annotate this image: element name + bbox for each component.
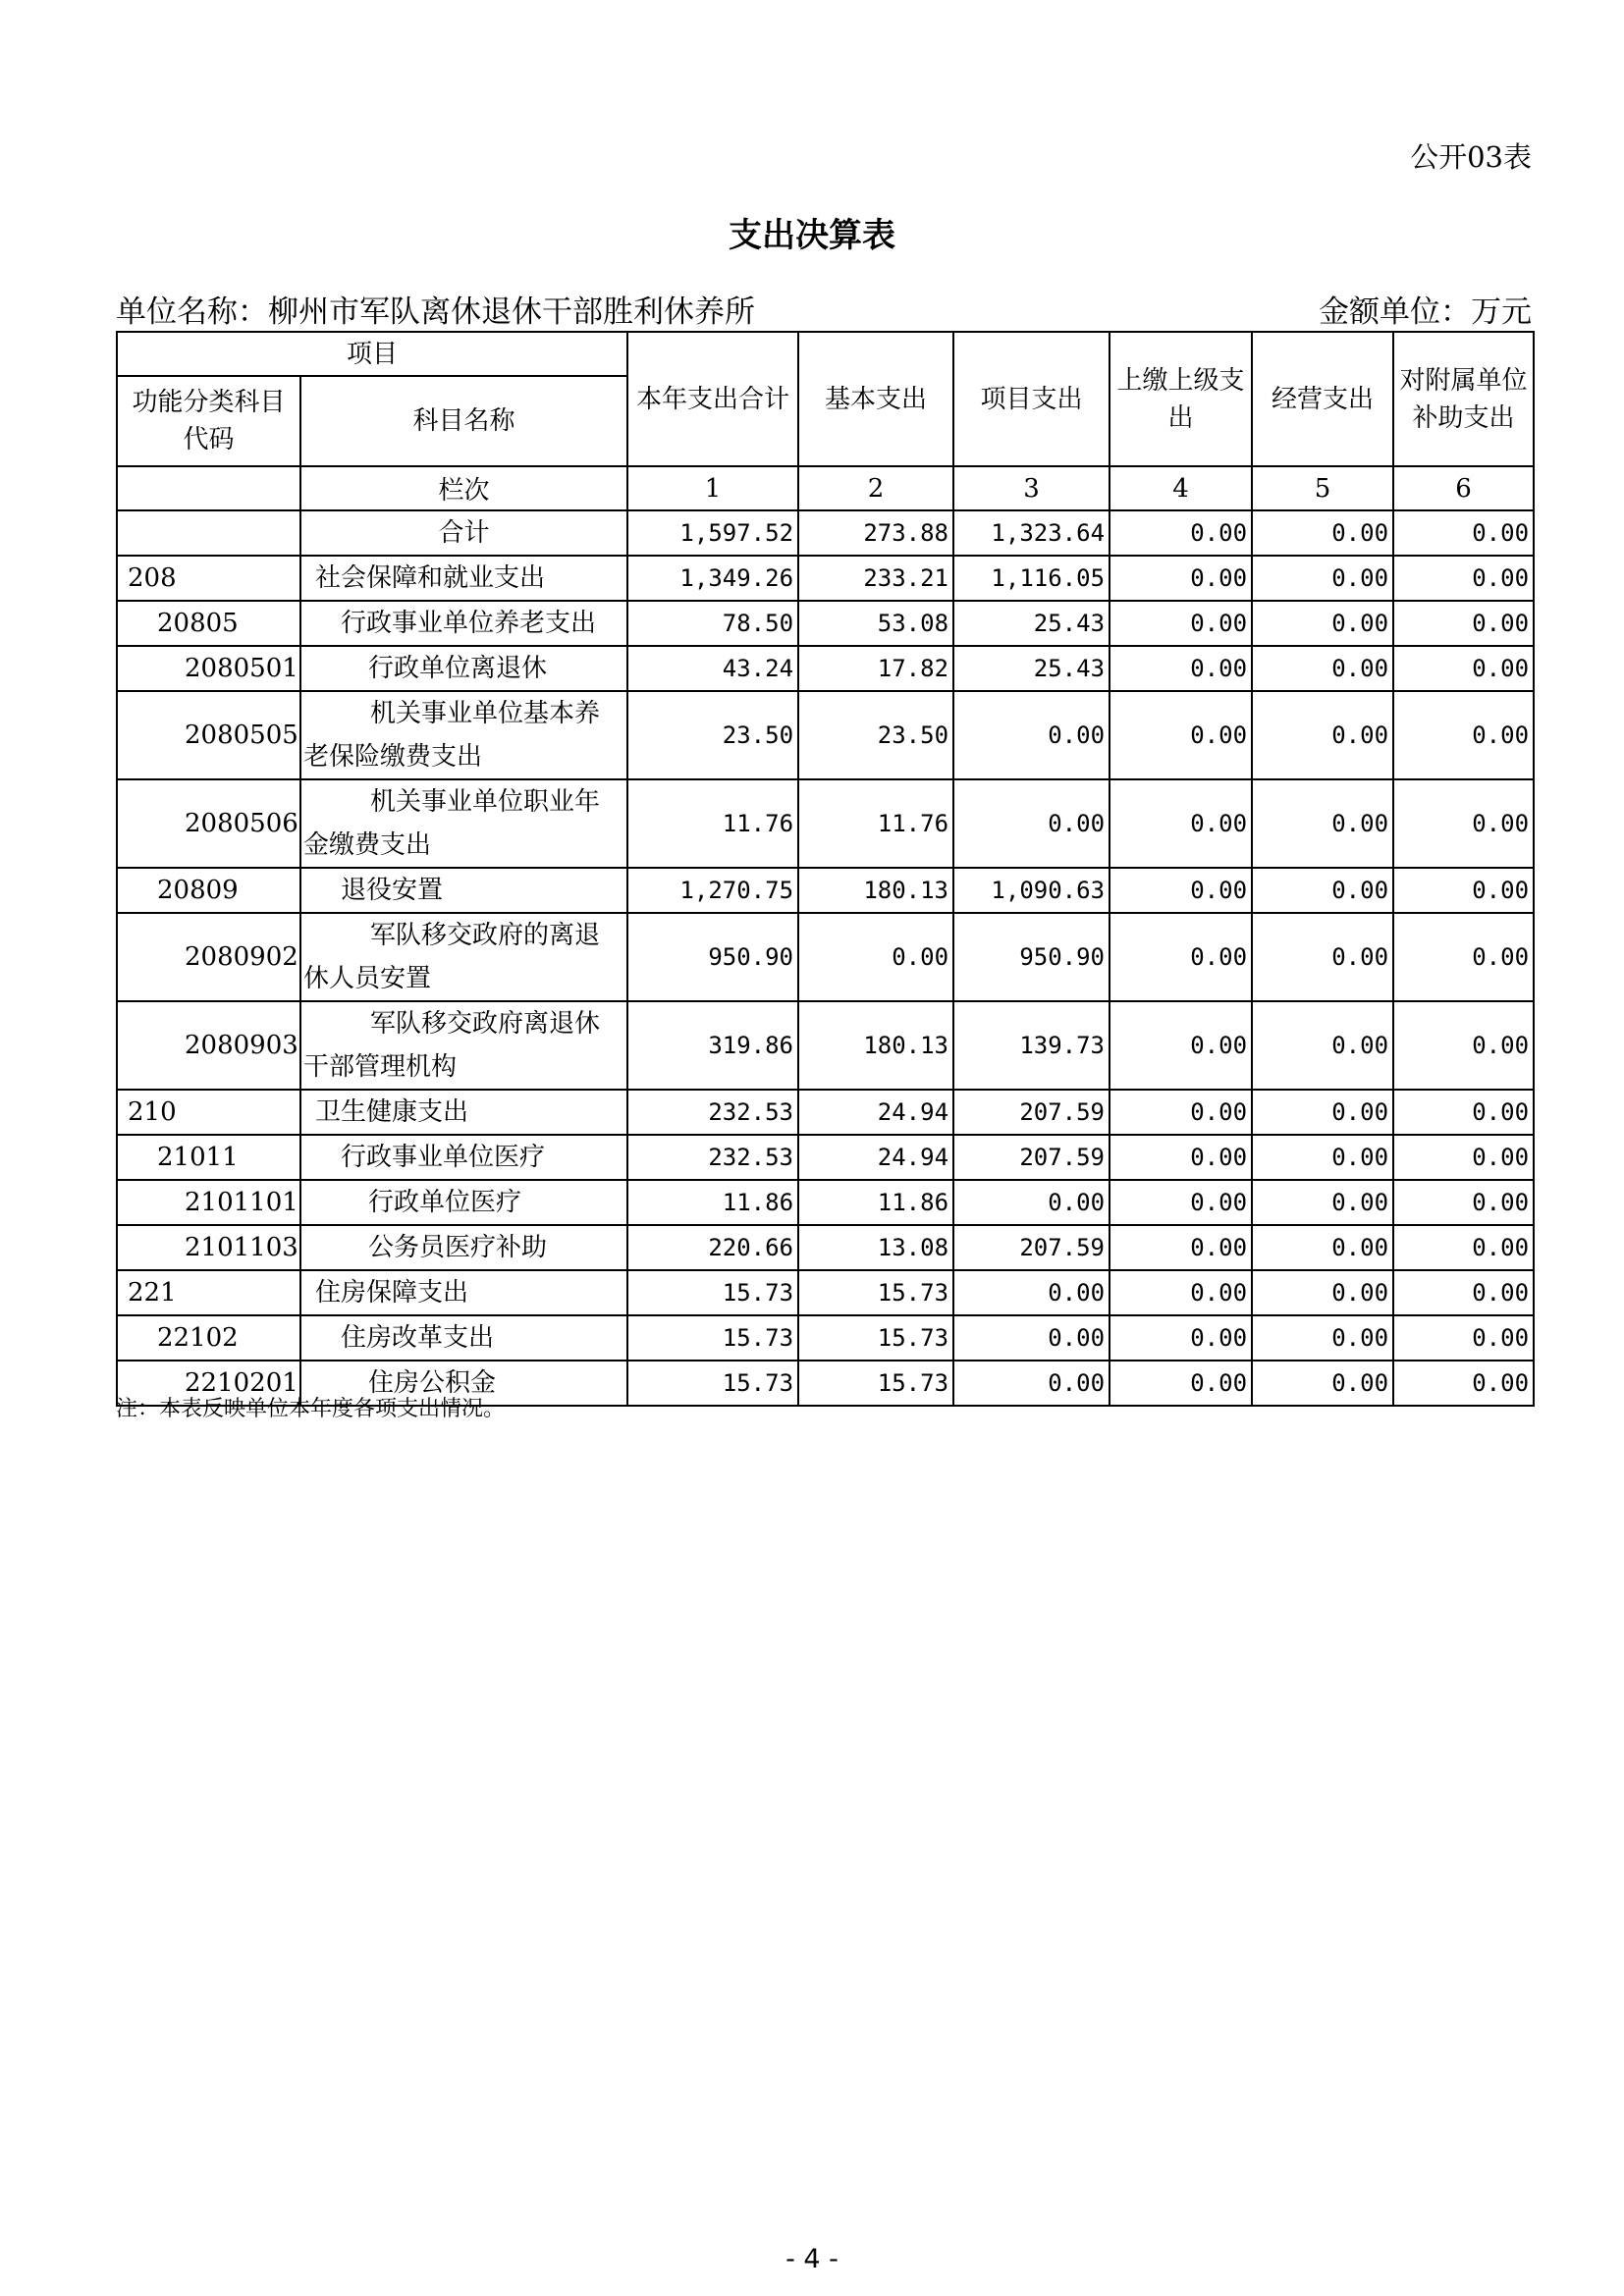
table-row [117, 556, 1534, 601]
row-total: 232.53 [627, 1135, 798, 1180]
row-business: 0.00 [1252, 510, 1393, 556]
row-business: 0.00 [1252, 1270, 1393, 1315]
row-upper: 0.00 [1110, 1270, 1252, 1315]
row-code: 2210201 [117, 1361, 300, 1406]
row-code: 2080505 [117, 691, 300, 779]
row-project: 0.00 [953, 1361, 1110, 1406]
row-business: 0.00 [1252, 868, 1393, 913]
row-basic: 23.50 [798, 691, 953, 779]
row-name: 军队移交政府的离退休人员安置 [300, 913, 627, 1001]
row-name: 合计 [300, 510, 627, 556]
row-upper: 0.00 [1110, 913, 1252, 1001]
row-project: 207.59 [953, 1225, 1110, 1270]
header-name: 科目名称 [300, 376, 627, 466]
row-total: 11.76 [627, 779, 798, 868]
row-upper: 0.00 [1110, 779, 1252, 868]
row-project: 1,323.64 [953, 510, 1110, 556]
header-total: 本年支出合计 [627, 332, 798, 466]
row-business: 0.00 [1252, 556, 1393, 601]
row-business: 0.00 [1252, 1361, 1393, 1406]
page-number: - 4 - [785, 2244, 839, 2274]
table-row [117, 1180, 1534, 1225]
row-business: 0.00 [1252, 691, 1393, 779]
row-project: 0.00 [953, 1180, 1110, 1225]
row-upper: 0.00 [1110, 1090, 1252, 1135]
row-subsidiary: 0.00 [1393, 510, 1534, 556]
row-subsidiary: 0.00 [1393, 1180, 1534, 1225]
row-name: 社会保障和就业支出 [300, 556, 627, 601]
row-business: 0.00 [1252, 913, 1393, 1001]
column-index-6: 6 [1393, 466, 1534, 510]
table-row [117, 779, 1534, 868]
row-name: 行政单位医疗 [300, 1180, 627, 1225]
column-index-label: 栏次 [300, 466, 627, 510]
row-subsidiary: 0.00 [1393, 1315, 1534, 1361]
row-name: 机关事业单位基本养老保险缴费支出 [300, 691, 627, 779]
header-basic: 基本支出 [798, 332, 953, 466]
row-upper: 0.00 [1110, 1315, 1252, 1361]
row-name: 退役安置 [300, 868, 627, 913]
row-code: 210 [117, 1090, 300, 1135]
row-total: 15.73 [627, 1361, 798, 1406]
row-subsidiary: 0.00 [1393, 646, 1534, 691]
row-subsidiary: 0.00 [1393, 601, 1534, 646]
row-total: 43.24 [627, 646, 798, 691]
row-upper: 0.00 [1110, 510, 1252, 556]
row-total: 232.53 [627, 1090, 798, 1135]
row-business: 0.00 [1252, 601, 1393, 646]
row-business: 0.00 [1252, 1225, 1393, 1270]
row-total: 220.66 [627, 1225, 798, 1270]
row-upper: 0.00 [1110, 1180, 1252, 1225]
table-row-total [117, 510, 1534, 556]
table-row [117, 1225, 1534, 1270]
row-business: 0.00 [1252, 779, 1393, 868]
row-project: 139.73 [953, 1001, 1110, 1090]
row-name: 住房保障支出 [300, 1270, 627, 1315]
row-code: 2080902 [117, 913, 300, 1001]
row-name: 行政单位离退休 [300, 646, 627, 691]
row-upper: 0.00 [1110, 868, 1252, 913]
row-upper: 0.00 [1110, 556, 1252, 601]
expenditure-table [116, 331, 1535, 1407]
row-business: 0.00 [1252, 1180, 1393, 1225]
row-subsidiary: 0.00 [1393, 1270, 1534, 1315]
row-basic: 17.82 [798, 646, 953, 691]
row-upper: 0.00 [1110, 691, 1252, 779]
row-business: 0.00 [1252, 646, 1393, 691]
header-project: 项目支出 [953, 332, 1110, 466]
column-index-2: 2 [798, 466, 953, 510]
row-business: 0.00 [1252, 1001, 1393, 1090]
row-name: 行政事业单位医疗 [300, 1135, 627, 1180]
row-code: 2080506 [117, 779, 300, 868]
row-code: 208 [117, 556, 300, 601]
row-code: 2101101 [117, 1180, 300, 1225]
row-basic: 273.88 [798, 510, 953, 556]
table-row [117, 1135, 1534, 1180]
table-row [117, 868, 1534, 913]
header-code: 功能分类科目代码 [117, 376, 300, 466]
unit-name: 单位名称：柳州市军队离休退休干部胜利休养所 [116, 294, 755, 330]
row-subsidiary: 0.00 [1393, 1135, 1534, 1180]
table-row [117, 601, 1534, 646]
row-subsidiary: 0.00 [1393, 1361, 1534, 1406]
table-row [117, 1270, 1534, 1315]
row-project: 25.43 [953, 601, 1110, 646]
row-total: 1,270.75 [627, 868, 798, 913]
row-subsidiary: 0.00 [1393, 691, 1534, 779]
row-total: 319.86 [627, 1001, 798, 1090]
row-project: 207.59 [953, 1090, 1110, 1135]
row-business: 0.00 [1252, 1090, 1393, 1135]
row-upper: 0.00 [1110, 1001, 1252, 1090]
row-upper: 0.00 [1110, 646, 1252, 691]
row-subsidiary: 0.00 [1393, 868, 1534, 913]
row-code: 221 [117, 1270, 300, 1315]
row-name: 行政事业单位养老支出 [300, 601, 627, 646]
row-code: 2080903 [117, 1001, 300, 1090]
row-name: 住房改革支出 [300, 1315, 627, 1361]
row-project: 207.59 [953, 1135, 1110, 1180]
table-note: 注：本表反映单位本年度各项支出情况。 [116, 1397, 506, 1421]
header-item: 项目 [117, 332, 627, 376]
row-upper: 0.00 [1110, 1361, 1252, 1406]
row-project: 0.00 [953, 691, 1110, 779]
row-total: 15.73 [627, 1270, 798, 1315]
row-total: 23.50 [627, 691, 798, 779]
header-subsidiary: 对附属单位补助支出 [1393, 332, 1534, 466]
column-index-3: 3 [953, 466, 1110, 510]
row-code: 2101103 [117, 1225, 300, 1270]
row-project: 0.00 [953, 1270, 1110, 1315]
header-business: 经营支出 [1252, 332, 1393, 466]
row-basic: 180.13 [798, 1001, 953, 1090]
row-total: 78.50 [627, 601, 798, 646]
row-code: 20805 [117, 601, 300, 646]
row-upper: 0.00 [1110, 1135, 1252, 1180]
column-index-4: 4 [1110, 466, 1252, 510]
row-name: 住房公积金 [300, 1361, 627, 1406]
row-name: 卫生健康支出 [300, 1090, 627, 1135]
row-basic: 233.21 [798, 556, 953, 601]
row-code: 21011 [117, 1135, 300, 1180]
row-total: 1,597.52 [627, 510, 798, 556]
row-basic: 13.08 [798, 1225, 953, 1270]
amount-unit: 金额单位：万元 [1319, 294, 1532, 330]
page-title: 支出决算表 [729, 216, 895, 255]
row-project: 25.43 [953, 646, 1110, 691]
row-business: 0.00 [1252, 1135, 1393, 1180]
table-row [117, 691, 1534, 779]
row-subsidiary: 0.00 [1393, 1001, 1534, 1090]
row-basic: 0.00 [798, 913, 953, 1001]
column-index-1: 1 [627, 466, 798, 510]
row-total: 1,349.26 [627, 556, 798, 601]
row-subsidiary: 0.00 [1393, 1090, 1534, 1135]
row-code: 22102 [117, 1315, 300, 1361]
row-upper: 0.00 [1110, 1225, 1252, 1270]
table-row [117, 646, 1534, 691]
row-name: 机关事业单位职业年金缴费支出 [300, 779, 627, 868]
row-project: 1,090.63 [953, 868, 1110, 913]
form-number: 公开03表 [1410, 140, 1532, 174]
row-basic: 11.76 [798, 779, 953, 868]
row-subsidiary: 0.00 [1393, 556, 1534, 601]
row-subsidiary: 0.00 [1393, 1225, 1534, 1270]
row-project: 1,116.05 [953, 556, 1110, 601]
row-subsidiary: 0.00 [1393, 779, 1534, 868]
row-upper: 0.00 [1110, 601, 1252, 646]
row-project: 0.00 [953, 779, 1110, 868]
row-code [117, 510, 300, 556]
row-total: 950.90 [627, 913, 798, 1001]
header-upper: 上缴上级支出 [1110, 332, 1252, 466]
row-basic: 11.86 [798, 1180, 953, 1225]
row-project: 0.00 [953, 1315, 1110, 1361]
column-index-5: 5 [1252, 466, 1393, 510]
row-basic: 15.73 [798, 1315, 953, 1361]
table-row [117, 1315, 1534, 1361]
row-basic: 24.94 [798, 1090, 953, 1135]
row-basic: 15.73 [798, 1361, 953, 1406]
row-total: 15.73 [627, 1315, 798, 1361]
row-basic: 180.13 [798, 868, 953, 913]
table-row [117, 913, 1534, 1001]
row-name: 公务员医疗补助 [300, 1225, 627, 1270]
row-basic: 15.73 [798, 1270, 953, 1315]
row-basic: 53.08 [798, 601, 953, 646]
column-index-blank [117, 466, 300, 510]
row-name: 军队移交政府离退休干部管理机构 [300, 1001, 627, 1090]
row-code: 20809 [117, 868, 300, 913]
row-subsidiary: 0.00 [1393, 913, 1534, 1001]
row-project: 950.90 [953, 913, 1110, 1001]
row-basic: 24.94 [798, 1135, 953, 1180]
table-row [117, 1001, 1534, 1090]
row-total: 11.86 [627, 1180, 798, 1225]
row-business: 0.00 [1252, 1315, 1393, 1361]
table-row [117, 1090, 1534, 1135]
row-code: 2080501 [117, 646, 300, 691]
